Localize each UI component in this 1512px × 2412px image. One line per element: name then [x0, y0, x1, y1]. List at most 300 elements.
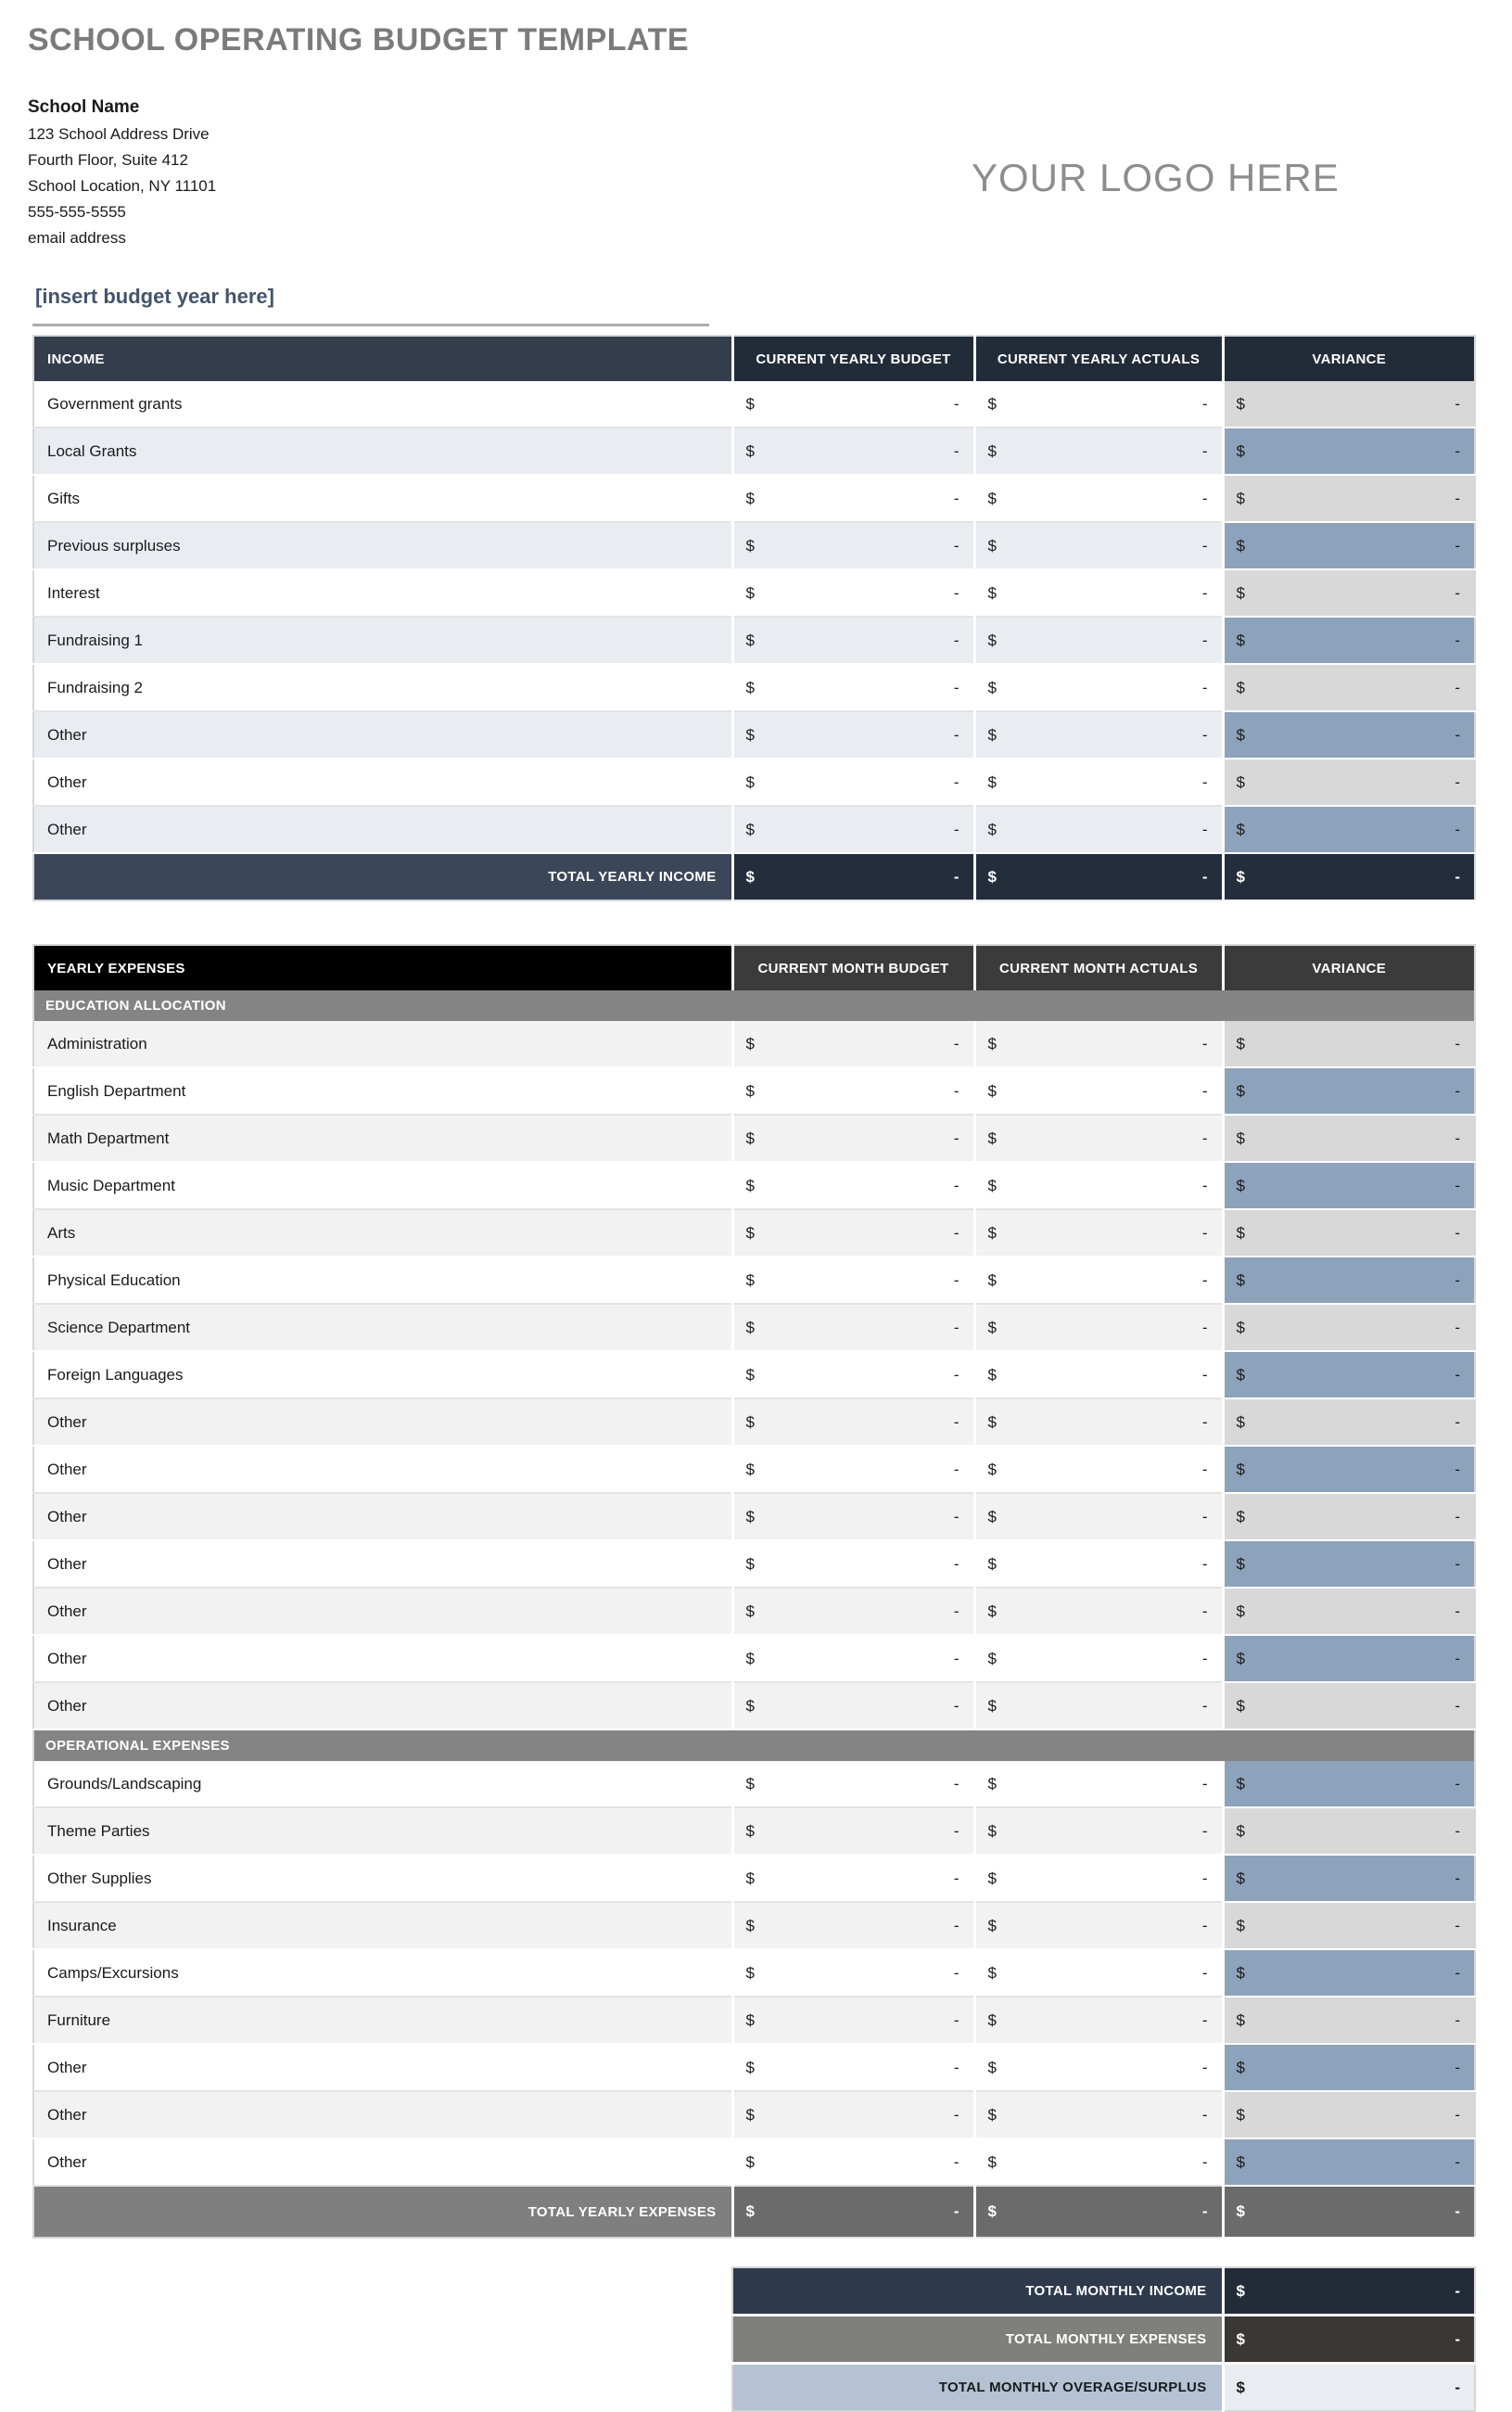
cell-variance[interactable] — [1223, 1635, 1475, 1682]
cell-value: - — [1455, 1649, 1460, 1667]
cell-content — [1226, 1319, 1474, 1337]
currency-symbol: $ — [987, 2058, 997, 2076]
currency-symbol: $ — [745, 1602, 755, 1620]
expenses-table — [32, 944, 1476, 2239]
cell-content — [1226, 1917, 1474, 1935]
cell-budget[interactable] — [732, 1304, 974, 1351]
cell-budget[interactable] — [732, 569, 974, 617]
currency-symbol: $ — [987, 820, 997, 838]
cell-value: - — [953, 1696, 959, 1715]
cell-content — [735, 1697, 972, 1716]
cell-actuals[interactable] — [974, 1807, 1223, 1855]
cell-variance[interactable] — [1223, 617, 1475, 664]
cell-content — [735, 1319, 972, 1337]
logo-placeholder[interactable]: YOUR LOGO HERE — [972, 156, 1340, 199]
cell-content — [735, 442, 972, 461]
cell-budget[interactable] — [732, 1021, 974, 1067]
cell-budget[interactable] — [732, 1682, 974, 1729]
cell-value: - — [1201, 441, 1208, 460]
cell-content — [1226, 2011, 1474, 2030]
cell-content — [1226, 1555, 1474, 1574]
cell-total-variance[interactable] — [1223, 853, 1475, 900]
cell-variance[interactable] — [1223, 1398, 1475, 1446]
cell-actuals[interactable] — [974, 428, 1223, 475]
currency-symbol: $ — [987, 583, 997, 602]
cell-variance[interactable] — [1223, 522, 1475, 569]
cell-value: - — [1455, 867, 1460, 886]
expenses-header-row — [33, 945, 1475, 990]
cell-content — [735, 821, 972, 839]
cell-actuals[interactable] — [974, 759, 1223, 806]
row-label-cell[interactable]: Science Department — [33, 1304, 732, 1351]
cell-variance[interactable] — [1223, 2044, 1475, 2091]
currency-symbol: $ — [745, 820, 755, 838]
cell-actuals[interactable] — [974, 1304, 1223, 1351]
currency-symbol: $ — [745, 1774, 755, 1793]
row-label-cell[interactable]: Grounds/Landscaping — [33, 1761, 732, 1807]
cell-content — [977, 1870, 1221, 1888]
row-label-cell[interactable]: Other Supplies — [33, 1855, 732, 1902]
cell-variance[interactable] — [1223, 711, 1475, 759]
cell-content — [1226, 1508, 1474, 1526]
cell-content — [977, 1822, 1221, 1841]
row-label-cell[interactable]: Other — [33, 759, 732, 806]
row-label-cell[interactable]: Other — [33, 2044, 732, 2091]
cell-variance[interactable] — [1223, 1446, 1475, 1493]
cell-value: - — [1201, 2202, 1208, 2220]
cell-actuals[interactable] — [974, 1115, 1223, 1162]
income-header-1: CURRENT YEARLY BUDGET — [732, 336, 974, 381]
cell-budget[interactable] — [732, 2138, 974, 2186]
cell-actuals[interactable] — [974, 1855, 1223, 1902]
row-label-cell[interactable]: Government grants — [33, 381, 732, 428]
cell-value: - — [1455, 1081, 1460, 1100]
cell-budget[interactable] — [732, 1902, 974, 1949]
row-label-cell[interactable]: Theme Parties — [33, 1807, 732, 1855]
cell-value: - — [953, 1963, 959, 1982]
currency-symbol: $ — [745, 1034, 755, 1053]
currency-symbol: $ — [1236, 1869, 1245, 1887]
cell-variance[interactable] — [1223, 1067, 1475, 1115]
cell-total-actuals[interactable] — [974, 2186, 1223, 2238]
expense-row — [33, 1997, 1475, 2044]
row-label-cell[interactable]: Local Grants — [33, 428, 732, 475]
cell-content — [977, 1461, 1221, 1479]
row-label-cell[interactable]: Other — [33, 1682, 732, 1729]
cell-content — [735, 2202, 972, 2221]
cell-value: - — [1455, 394, 1460, 413]
currency-symbol: $ — [987, 394, 997, 413]
cell-value: - — [953, 1649, 959, 1667]
cell-value: - — [1455, 1963, 1460, 1982]
cell-variance[interactable] — [1223, 2138, 1475, 2186]
cell-content — [735, 1650, 972, 1668]
currency-symbol: $ — [987, 631, 997, 649]
currency-symbol: $ — [987, 1507, 997, 1525]
expense-row — [33, 1493, 1475, 1540]
row-label-cell[interactable]: Gifts — [33, 475, 732, 522]
currency-symbol: $ — [745, 678, 755, 696]
cell-budget[interactable] — [732, 1257, 974, 1304]
expense-row — [33, 1635, 1475, 1682]
expense-row — [33, 1209, 1475, 1257]
cell-variance[interactable] — [1223, 1162, 1475, 1209]
row-label-cell[interactable]: Other — [33, 1588, 732, 1635]
cell-actuals[interactable] — [974, 475, 1223, 522]
row-label-cell[interactable]: English Department — [33, 1067, 732, 1115]
cell-variance[interactable] — [1223, 1902, 1475, 1949]
school-address-line2[interactable]: Fourth Floor, Suite 412 — [28, 151, 188, 169]
cell-budget[interactable] — [732, 1807, 974, 1855]
cell-value: - — [1455, 1223, 1460, 1242]
currency-symbol: $ — [745, 1129, 755, 1147]
cell-content — [1226, 2106, 1474, 2125]
row-label-cell[interactable]: Other — [33, 1446, 732, 1493]
tables-container — [32, 335, 1474, 2412]
cell-actuals[interactable] — [974, 1635, 1223, 1682]
cell-budget[interactable] — [732, 475, 974, 522]
cell-variance[interactable] — [1223, 1351, 1475, 1398]
cell-content — [735, 1964, 972, 1983]
cell-value: - — [953, 2105, 959, 2124]
cell-actuals[interactable] — [974, 1351, 1223, 1398]
currency-symbol: $ — [1236, 1270, 1245, 1289]
cell-value: - — [1455, 820, 1460, 838]
school-email[interactable]: email address — [28, 229, 126, 247]
cell-actuals[interactable] — [974, 1257, 1223, 1304]
row-label-cell[interactable]: Other — [33, 806, 732, 853]
row-label-cell[interactable]: Previous surpluses — [33, 522, 732, 569]
cell-variance[interactable] — [1223, 1949, 1475, 1997]
cell-content — [735, 726, 972, 745]
currency-symbol: $ — [745, 536, 755, 555]
cell-budget[interactable] — [732, 1115, 974, 1162]
cell-content — [977, 2059, 1221, 2077]
currency-symbol: $ — [745, 489, 755, 507]
school-name[interactable]: School Name — [28, 97, 140, 117]
cell-content — [735, 773, 972, 792]
cell-actuals[interactable] — [974, 1446, 1223, 1493]
cell-actuals[interactable] — [974, 1021, 1223, 1067]
cell-value: - — [1455, 1774, 1460, 1793]
cell-variance[interactable] — [1223, 2091, 1475, 2138]
cell-budget[interactable] — [732, 1855, 974, 1902]
cell-total-variance[interactable] — [1223, 2186, 1475, 2238]
cell-content — [735, 1224, 972, 1243]
cell-variance[interactable] — [1223, 1209, 1475, 1257]
cell-actuals[interactable] — [974, 1540, 1223, 1588]
cell-budget[interactable] — [732, 1067, 974, 1115]
cell-actuals[interactable] — [974, 1761, 1223, 1807]
expense-row — [33, 1351, 1475, 1398]
currency-symbol: $ — [987, 1821, 997, 1840]
cell-actuals[interactable] — [974, 806, 1223, 853]
expense-row — [33, 1540, 1475, 1588]
row-label-cell[interactable]: Other — [33, 1540, 732, 1588]
cell-content — [977, 1129, 1221, 1148]
income-row — [33, 759, 1475, 806]
cell-value: - — [1455, 725, 1460, 744]
cell-variance[interactable] — [1223, 569, 1475, 617]
cell-content — [1226, 1413, 1474, 1432]
cell-budget[interactable] — [732, 522, 974, 569]
currency-symbol: $ — [1236, 1821, 1245, 1840]
currency-symbol: $ — [1236, 1460, 1245, 1478]
cell-budget[interactable] — [732, 806, 974, 853]
cell-budget[interactable] — [732, 1398, 974, 1446]
cell-actuals[interactable] — [974, 569, 1223, 617]
summary-value-cell[interactable] — [1223, 2316, 1475, 2364]
row-label-cell[interactable]: Other — [33, 2138, 732, 2186]
cell-variance[interactable] — [1223, 381, 1475, 428]
cell-content — [1226, 679, 1474, 697]
row-label-cell[interactable]: Insurance — [33, 1902, 732, 1949]
school-address-line1[interactable]: 123 School Address Drive — [28, 125, 210, 143]
cell-value: - — [1201, 772, 1208, 791]
currency-symbol: $ — [987, 1774, 997, 1793]
row-label-cell[interactable]: Administration — [33, 1021, 732, 1067]
cell-actuals[interactable] — [974, 381, 1223, 428]
cell-value: - — [953, 1176, 959, 1194]
currency-symbol: $ — [745, 1963, 755, 1982]
cell-variance[interactable] — [1223, 806, 1475, 853]
cell-value: - — [1455, 1034, 1460, 1053]
cell-content — [735, 2153, 972, 2172]
cell-variance[interactable] — [1223, 1997, 1475, 2044]
currency-symbol: $ — [1236, 2010, 1245, 2029]
cell-value: - — [1455, 489, 1460, 507]
row-label-cell[interactable]: Other — [33, 1398, 732, 1446]
cell-content — [735, 1177, 972, 1195]
cell-budget[interactable] — [732, 1209, 974, 1257]
cell-content — [977, 1775, 1221, 1793]
row-label-cell[interactable]: Fundraising 2 — [33, 664, 732, 711]
summary-value-cell[interactable] — [1223, 2267, 1475, 2316]
school-phone[interactable]: 555-555-5555 — [28, 203, 126, 221]
cell-value: - — [1201, 678, 1208, 696]
currency-symbol: $ — [1236, 1223, 1245, 1242]
cell-actuals[interactable] — [974, 1162, 1223, 1209]
cell-actuals[interactable] — [974, 664, 1223, 711]
cell-variance[interactable] — [1223, 1855, 1475, 1902]
cell-variance[interactable] — [1223, 1682, 1475, 1729]
cell-actuals[interactable] — [974, 2044, 1223, 2091]
cell-value: - — [1455, 2202, 1460, 2220]
row-label-cell[interactable]: Interest — [33, 569, 732, 617]
cell-actuals[interactable] — [974, 1949, 1223, 1997]
cell-content — [1226, 1366, 1474, 1385]
section-band-row — [33, 990, 1475, 1021]
cell-actuals[interactable] — [974, 711, 1223, 759]
cell-actuals[interactable] — [974, 2138, 1223, 2186]
currency-symbol: $ — [987, 678, 997, 696]
cell-value: - — [953, 1129, 959, 1147]
cell-variance[interactable] — [1223, 1588, 1475, 1635]
cell-actuals[interactable] — [974, 1902, 1223, 1949]
cell-budget[interactable] — [732, 1446, 974, 1493]
cell-value: - — [1455, 1176, 1460, 1194]
cell-value: - — [953, 1318, 959, 1336]
summary-label-cell: TOTAL MONTHLY EXPENSES — [732, 2316, 1223, 2364]
cell-budget[interactable] — [732, 1949, 974, 1997]
cell-budget[interactable] — [732, 664, 974, 711]
cell-content — [977, 773, 1221, 792]
cell-budget[interactable] — [732, 1162, 974, 1209]
currency-symbol: $ — [987, 772, 997, 791]
cell-budget[interactable] — [732, 428, 974, 475]
cell-value: - — [1201, 2152, 1208, 2171]
row-label-cell[interactable]: Other — [33, 1493, 732, 1540]
cell-budget[interactable] — [732, 1635, 974, 1682]
row-label-cell[interactable]: Arts — [33, 1209, 732, 1257]
cell-variance[interactable] — [1223, 1115, 1475, 1162]
cell-variance[interactable] — [1223, 1304, 1475, 1351]
currency-symbol: $ — [745, 867, 755, 886]
cell-content — [1226, 1082, 1474, 1101]
cell-actuals[interactable] — [974, 1398, 1223, 1446]
cell-value: - — [1201, 1774, 1208, 1793]
summary-row — [732, 2267, 1475, 2316]
summary-value-cell[interactable] — [1223, 2364, 1475, 2412]
cell-actuals[interactable] — [974, 1067, 1223, 1115]
cell-actuals[interactable] — [974, 2091, 1223, 2138]
expenses-table-mount — [32, 944, 1474, 2239]
cell-actuals[interactable] — [974, 1588, 1223, 1635]
cell-budget[interactable] — [732, 1493, 974, 1540]
currency-symbol: $ — [745, 2202, 755, 2220]
cell-actuals[interactable] — [974, 617, 1223, 664]
cell-value: - — [953, 2152, 959, 2171]
cell-value: - — [1201, 1223, 1208, 1242]
cell-value: - — [1455, 2378, 1460, 2396]
school-address-line3[interactable]: School Location, NY 11101 — [28, 177, 217, 195]
cell-variance[interactable] — [1223, 475, 1475, 522]
row-label-cell[interactable]: Fundraising 1 — [33, 617, 732, 664]
cell-content — [1226, 632, 1474, 650]
cell-value: - — [1201, 536, 1208, 555]
currency-symbol: $ — [987, 1696, 997, 1715]
currency-symbol: $ — [745, 1176, 755, 1194]
cell-value: - — [1201, 1460, 1208, 1478]
cell-variance[interactable] — [1223, 664, 1475, 711]
cell-actuals[interactable] — [974, 1493, 1223, 1540]
cell-variance[interactable] — [1223, 1761, 1475, 1807]
row-label-cell[interactable]: Physical Education — [33, 1257, 732, 1304]
currency-symbol: $ — [745, 441, 755, 460]
cell-actuals[interactable] — [974, 522, 1223, 569]
cell-budget[interactable] — [732, 1761, 974, 1807]
cell-content — [735, 1035, 972, 1053]
cell-total-budget[interactable] — [732, 2186, 974, 2238]
cell-budget[interactable] — [732, 1997, 974, 2044]
currency-symbol: $ — [1236, 2329, 1245, 2348]
cell-budget[interactable] — [732, 759, 974, 806]
currency-symbol: $ — [745, 1916, 755, 1934]
cell-budget[interactable] — [732, 1588, 974, 1635]
currency-symbol: $ — [745, 2105, 755, 2124]
cell-budget[interactable] — [732, 381, 974, 428]
expense-row — [33, 1855, 1475, 1902]
currency-symbol: $ — [987, 1869, 997, 1887]
cell-variance[interactable] — [1223, 1021, 1475, 1067]
cell-content — [735, 1508, 972, 1526]
currency-symbol: $ — [745, 1821, 755, 1840]
expense-row — [33, 1949, 1475, 1997]
cell-budget[interactable] — [732, 1351, 974, 1398]
cell-content — [735, 1555, 972, 1574]
cell-value: - — [1201, 1176, 1208, 1194]
row-label-cell[interactable]: Other — [33, 1635, 732, 1682]
cell-value: - — [1455, 2329, 1460, 2348]
cell-value: - — [1455, 536, 1460, 555]
cell-actuals[interactable] — [974, 1997, 1223, 2044]
cell-variance[interactable] — [1223, 1540, 1475, 1588]
cell-variance[interactable] — [1223, 1807, 1475, 1855]
cell-content — [735, 1775, 972, 1793]
row-label-cell[interactable]: Music Department — [33, 1162, 732, 1209]
cell-content — [1226, 537, 1474, 555]
currency-symbol: $ — [745, 1696, 755, 1715]
cell-actuals[interactable] — [974, 1209, 1223, 1257]
currency-symbol: $ — [987, 1602, 997, 1620]
cell-value: - — [953, 1554, 959, 1573]
cell-variance[interactable] — [1223, 759, 1475, 806]
cell-total-actuals[interactable] — [974, 853, 1223, 900]
row-label-cell[interactable]: Camps/Excursions — [33, 1949, 732, 1997]
cell-budget[interactable] — [732, 2044, 974, 2091]
cell-content — [735, 1271, 972, 1290]
cell-value: - — [1455, 1696, 1460, 1715]
income-row — [33, 664, 1475, 711]
cell-value: - — [1455, 1412, 1460, 1431]
budget-year-placeholder[interactable]: [insert budget year here] — [35, 285, 274, 308]
cell-content — [977, 442, 1221, 461]
currency-symbol: $ — [1236, 1916, 1245, 1934]
currency-symbol: $ — [1236, 1129, 1245, 1147]
cell-budget[interactable] — [732, 711, 974, 759]
cell-value: - — [1455, 1821, 1460, 1840]
currency-symbol: $ — [987, 441, 997, 460]
cell-content — [735, 632, 972, 650]
currency-symbol: $ — [745, 583, 755, 602]
row-label-cell[interactable]: Other — [33, 711, 732, 759]
cell-variance[interactable] — [1223, 428, 1475, 475]
cell-variance[interactable] — [1223, 1257, 1475, 1304]
row-label-cell[interactable]: Furniture — [33, 1997, 732, 2044]
cell-value: - — [953, 820, 959, 838]
cell-variance[interactable] — [1223, 1493, 1475, 1540]
cell-budget[interactable] — [732, 2091, 974, 2138]
cell-content — [977, 2106, 1221, 2125]
cell-total-budget[interactable] — [732, 853, 974, 900]
currency-symbol: $ — [1236, 1365, 1245, 1384]
cell-content — [977, 1413, 1221, 1432]
currency-symbol: $ — [745, 725, 755, 744]
cell-budget[interactable] — [732, 1540, 974, 1588]
row-label-cell[interactable]: Other — [33, 2091, 732, 2138]
cell-content — [1226, 1461, 1474, 1479]
cell-value: - — [1201, 725, 1208, 744]
cell-content — [735, 2011, 972, 2030]
row-label-cell[interactable]: Math Department — [33, 1115, 732, 1162]
currency-symbol: $ — [987, 2105, 997, 2124]
cell-budget[interactable] — [732, 617, 974, 664]
income-row — [33, 428, 1475, 475]
currency-symbol: $ — [1236, 1696, 1245, 1715]
cell-value: - — [1201, 1081, 1208, 1100]
cell-actuals[interactable] — [974, 1682, 1223, 1729]
row-label-cell[interactable]: Foreign Languages — [33, 1351, 732, 1398]
